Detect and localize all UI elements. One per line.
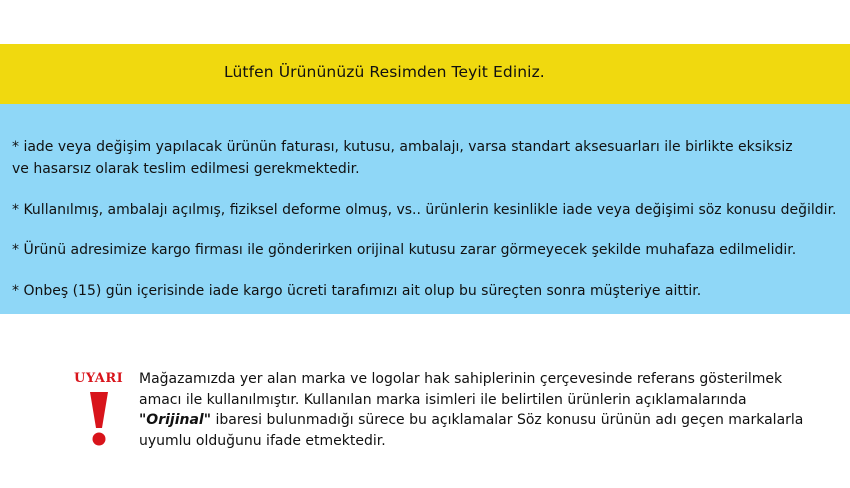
- exclamation-icon: [87, 390, 111, 448]
- return-policy-panel: [0, 104, 850, 314]
- title-banner: [0, 44, 850, 104]
- orijinal-emphasis: "Orijinal": [139, 412, 212, 428]
- warning-line-3: [139, 410, 819, 431]
- page-title: Lütfen Ürününüzü Resimden Teyit Ediniz.: [224, 63, 545, 81]
- rule-2: * Kullanılmış, ambalajı açılmış, fiziksel deforme olmuş, vs.. ürünlerin kesinlikle iade veya değişimi söz konusu değildir.: [12, 202, 837, 218]
- warning-line-3-rest: ibaresi bulunmadığı sürece bu açıklamalar Söz konusu ürünün adı geçen markalarla: [211, 412, 804, 428]
- warning-line-1: Mağazamızda yer alan marka ve logolar hak sahiplerinin çerçevesinde referans gösterilmek: [139, 371, 783, 387]
- warning-line-4: uyumlu olduğunu ifade etmektedir.: [139, 432, 386, 449]
- warning-line-2: amacı ile kullanılmıştır. Kullanılan marka isimleri ile belirtilen ürünlerin açıklamalarında: [139, 391, 747, 408]
- rule-1-line-2: ve hasarsız olarak teslim edilmesi gerekmektedir.: [12, 161, 360, 177]
- warning-text: [139, 369, 819, 451]
- rule-3: * Ürünü adresimize kargo firması ile gönderirken orijinal kutusu zarar görmeyecek şekilde muhafaza edilmelidir.: [12, 242, 797, 258]
- warning-label: UYARI: [74, 371, 124, 386]
- rule-1-line-1: * iade veya değişim yapılacak ürünün faturası, kutusu, ambalajı, varsa standart aksesuarları ile birlikte eksiksiz: [12, 139, 793, 155]
- trademark-warning: [70, 368, 830, 458]
- rule-4: * Onbeş (15) gün içerisinde iade kargo ücreti tarafımızı ait olup bu süreçten sonra müşteriye aittir.: [12, 283, 702, 299]
